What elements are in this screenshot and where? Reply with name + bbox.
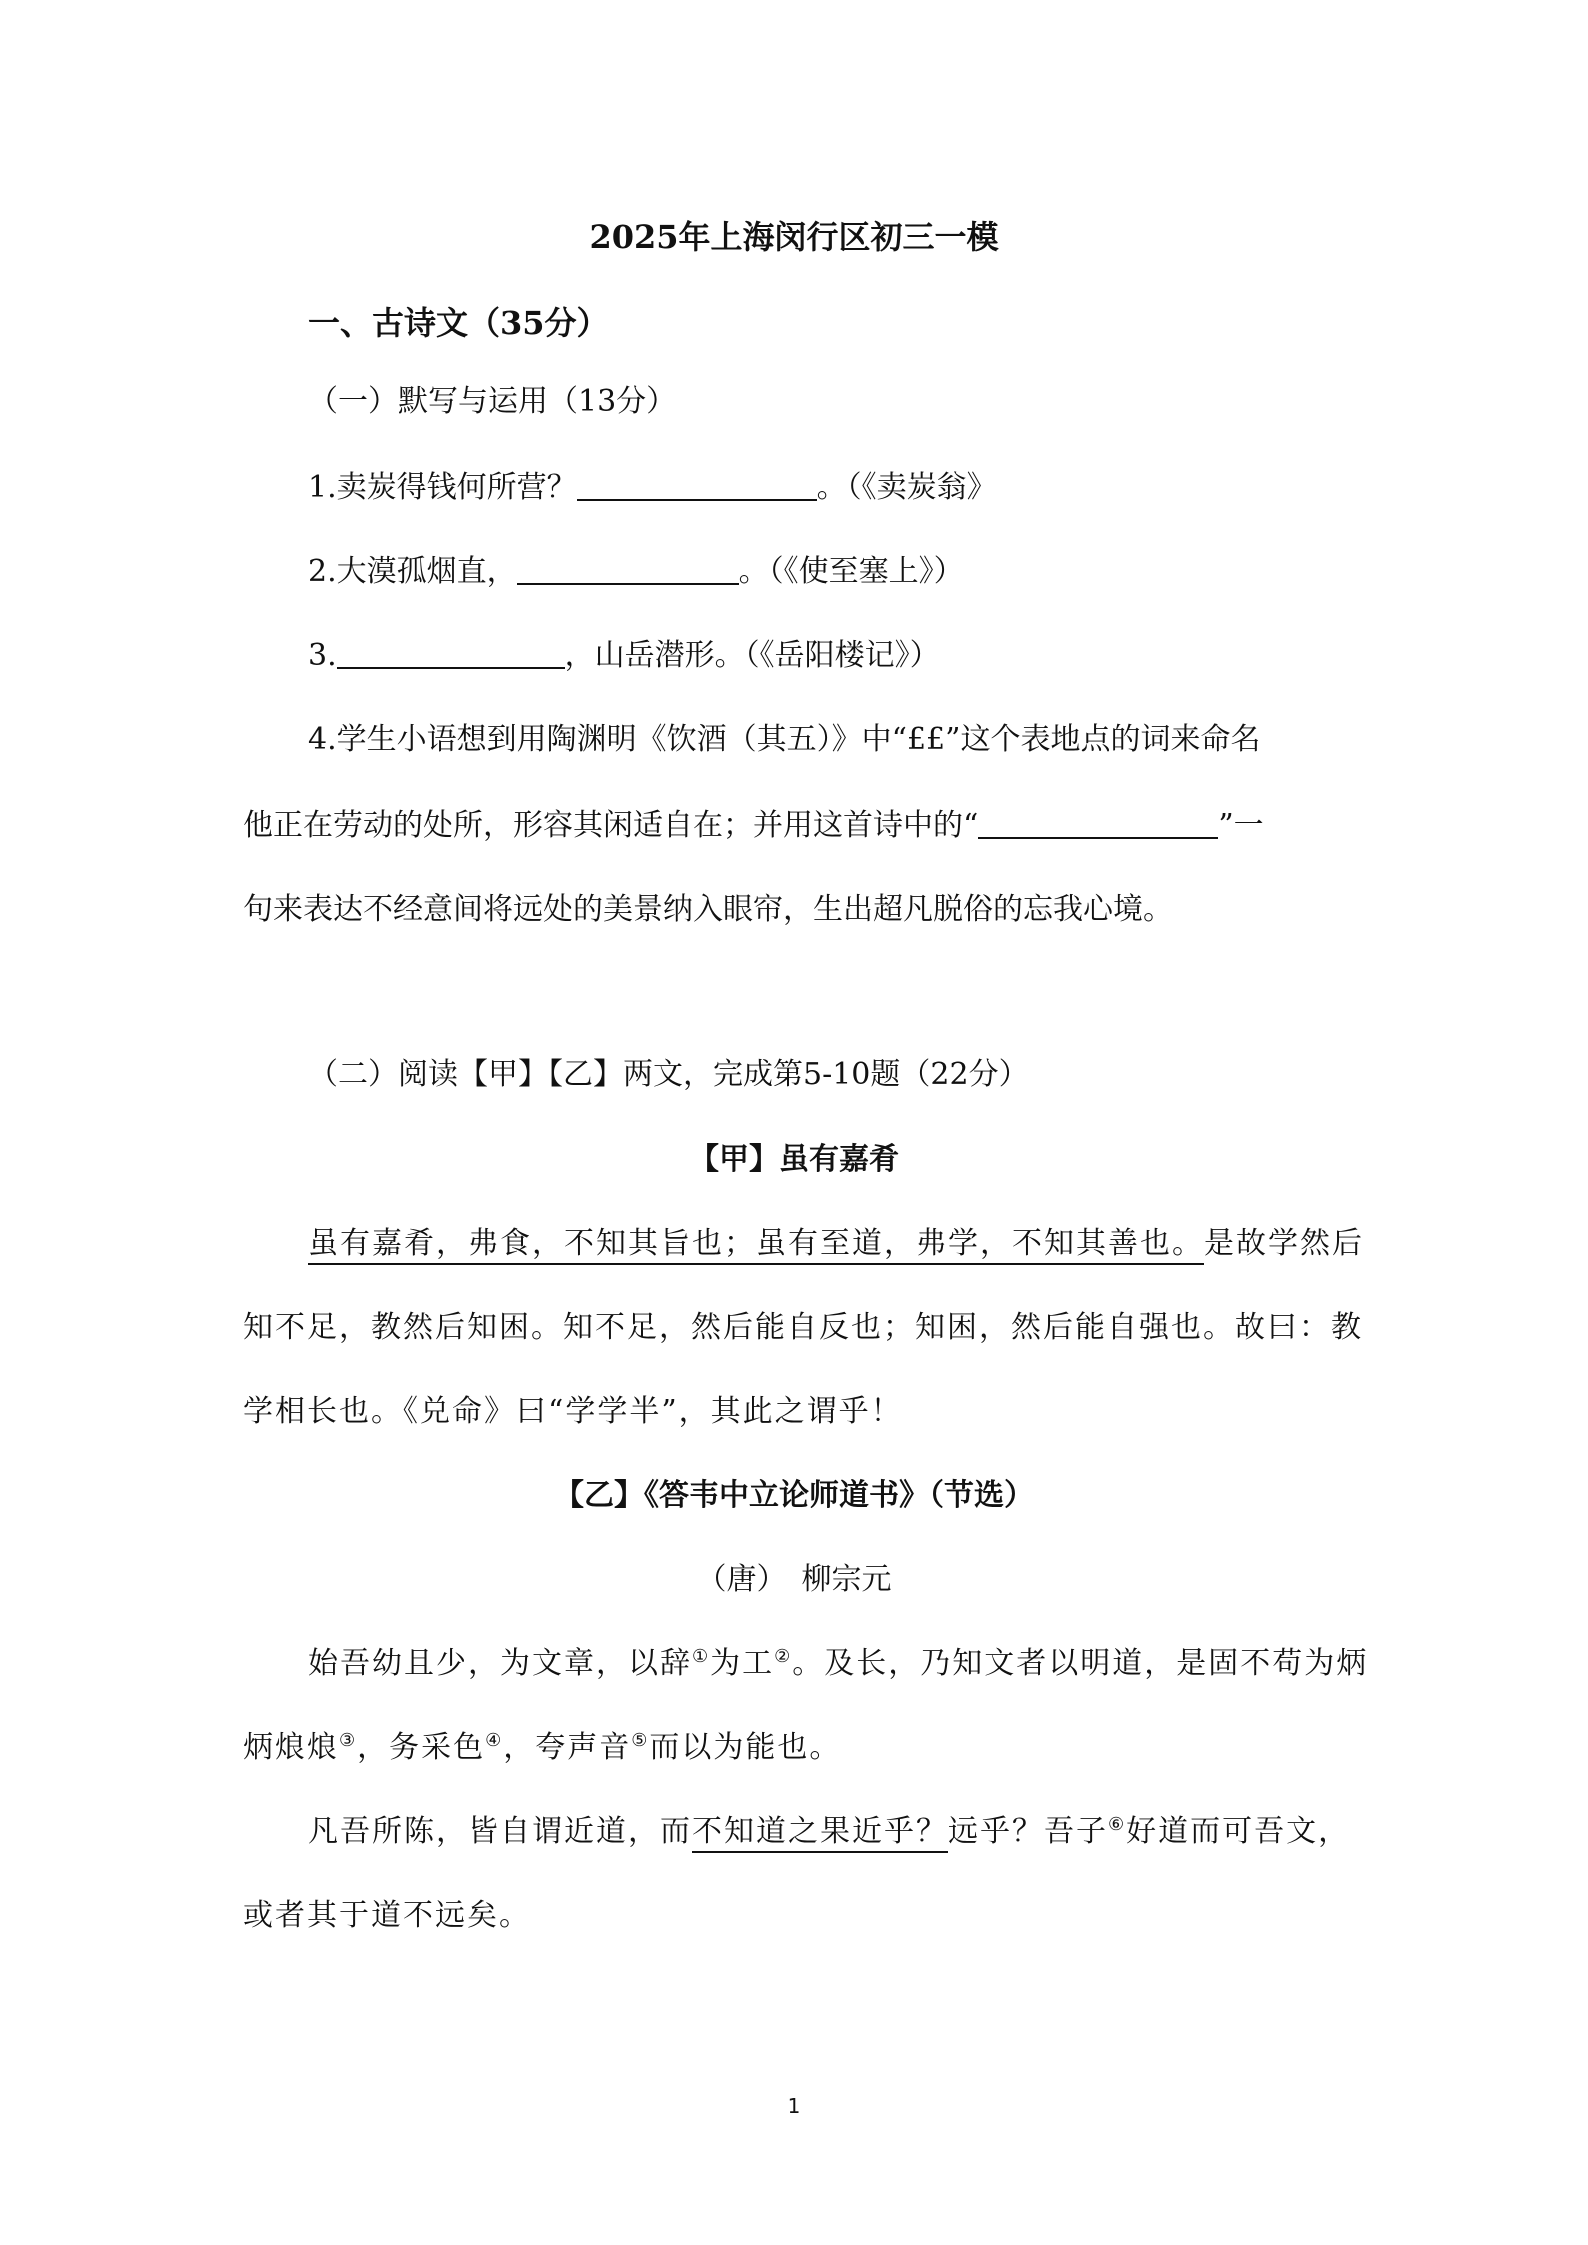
q2-blank[interactable] [517, 555, 739, 585]
part1-heading: （一）默写与运用（13分） [308, 384, 677, 419]
q3-source: ，山岳潜形。（《岳阳楼记》） [564, 638, 940, 673]
question-4-line2 [243, 806, 1264, 846]
jia-underlined: 虽有嘉肴，弗食，不知其旨也；虽有至道，弗学，不知其善也。 [308, 1226, 1204, 1265]
section-heading: 一、古诗文（35分） [308, 304, 609, 342]
question-4-line1: 4.学生小语想到用陶渊明《饮酒（其五）》中“££”这个表地点的词来命名 [308, 722, 1261, 757]
jia-line1 [308, 1224, 1364, 1264]
yi-underlined: 不知道之果近乎？ [692, 1814, 948, 1853]
yi-text: ，务采色 [357, 1730, 486, 1765]
question-1 [308, 468, 997, 508]
yi-text: 。及长，乃知文者以明道，是固不苟为炳 [792, 1646, 1369, 1681]
yi-text: 凡吾所陈，皆自谓近道，而 [308, 1814, 692, 1849]
q3-blank[interactable] [337, 639, 565, 669]
yi-text: 始吾幼且少，为文章，以辞 [308, 1646, 692, 1681]
part2-heading: （二）阅读【甲】【乙】两文，完成第5-10题（22分） [308, 1057, 1029, 1092]
q4-text: 他正在劳动的处所，形容其闲适自在；并用这首诗中的“ [243, 808, 979, 843]
jia-line2: 知不足，教然后知困。知不足，然后能自反也；知困，然后能自强也。故曰：教 [243, 1310, 1363, 1345]
q2-source: 。（《使至塞上》） [738, 554, 964, 589]
q2-text: 2.大漠孤烟直， [308, 554, 517, 589]
yi-text: 炳烺烺 [243, 1730, 339, 1765]
jia-line3: 学相长也。《兑命》曰“学学半”，其此之谓乎！ [243, 1394, 903, 1429]
q1-source: 。（《卖炭翁》 [816, 470, 997, 505]
q1-text: 1.卖炭得钱何所营？ [308, 470, 577, 505]
yi-author: （唐） 柳宗元 [696, 1562, 892, 1597]
yi-para1-line2 [243, 1728, 841, 1768]
yi-heading: 【乙】《答韦中立论师道书》（节选） [554, 1478, 1034, 1513]
yi-para2-line1 [308, 1812, 1350, 1852]
q4-blank[interactable] [978, 809, 1218, 839]
jia-line1-rest: 是故学然后 [1204, 1226, 1364, 1261]
jia-heading: 【甲】虽有嘉肴 [689, 1142, 899, 1177]
q1-blank[interactable] [577, 471, 817, 501]
footnote-mark: ③ [339, 1730, 358, 1751]
yi-text: 为工 [710, 1646, 775, 1681]
q4-text-end: ”一 [1218, 808, 1264, 843]
question-3 [308, 636, 940, 676]
yi-para2-line2: 或者其于道不远矣。 [243, 1898, 531, 1933]
yi-text: 好道而可吾文， [1126, 1814, 1351, 1849]
yi-para1-line1 [308, 1644, 1368, 1684]
footnote-mark: ⑤ [631, 1730, 650, 1751]
footnote-mark: ④ [485, 1730, 504, 1751]
yi-text: 而以为能也。 [649, 1730, 842, 1765]
footnote-mark: ⑥ [1108, 1814, 1127, 1835]
question-4-line3: 句来表达不经意间将远处的美景纳入眼帘，生出超凡脱俗的忘我心境。 [243, 892, 1173, 927]
q3-number: 3. [308, 638, 337, 673]
page-title: 2025年上海闵行区初三一模 [589, 218, 999, 256]
page-number: 1 [787, 2094, 801, 2118]
yi-text: ，夸声音 [503, 1730, 632, 1765]
question-2 [308, 552, 964, 592]
yi-text: 远乎？吾子 [948, 1814, 1108, 1849]
footnote-mark: ① [692, 1646, 711, 1667]
footnote-mark: ② [774, 1646, 793, 1667]
